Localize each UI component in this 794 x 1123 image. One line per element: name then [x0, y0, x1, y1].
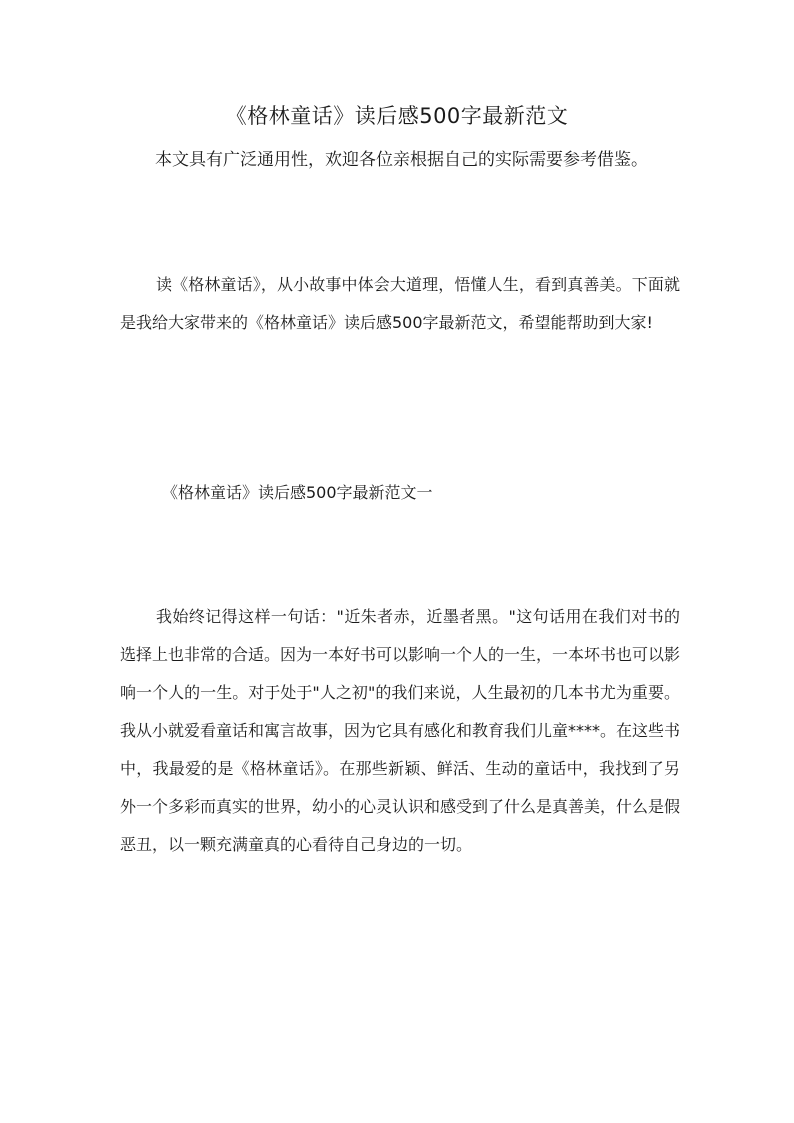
- intro-paragraph: 读《格林童话》，从小故事中体会大道理，悟懂人生，看到真善美。下面就是我给大家带来的《格林童话》读后感500字最新范文，希望能帮助到大家!: [120, 275, 680, 332]
- body-paragraph: 我始终记得这样一句话："近朱者赤，近墨者黑。"这句话用在我们对书的选择上也非常的合适。因为一本好书可以影响一个人的一生，一本坏书也可以影响一个人的一生。对于处于"人之初"的我们来说，人生最初的几本书尤为重要。我从小就爱看童话和寓言故事，因为它具有感化和教育我们儿童****。在这些书中，我最爱的是《格林童话》。在那些新颖、鲜活、生动的童话中，我找到了另外一个多彩而真实的世界，幼小的心灵认识和感受到了什么是真善美，什么是假恶丑，以一颗充满童真的心看待自己身边的一切。: [120, 607, 681, 854]
- section-heading: 《格林童话》读后感500字最新范文一: [162, 483, 433, 502]
- document-title: 《格林童话》读后感500字最新范文: [225, 104, 569, 128]
- document-subtitle: 本文具有广泛通用性，欢迎各位亲根据自己的实际需要参考借鉴。: [155, 150, 648, 170]
